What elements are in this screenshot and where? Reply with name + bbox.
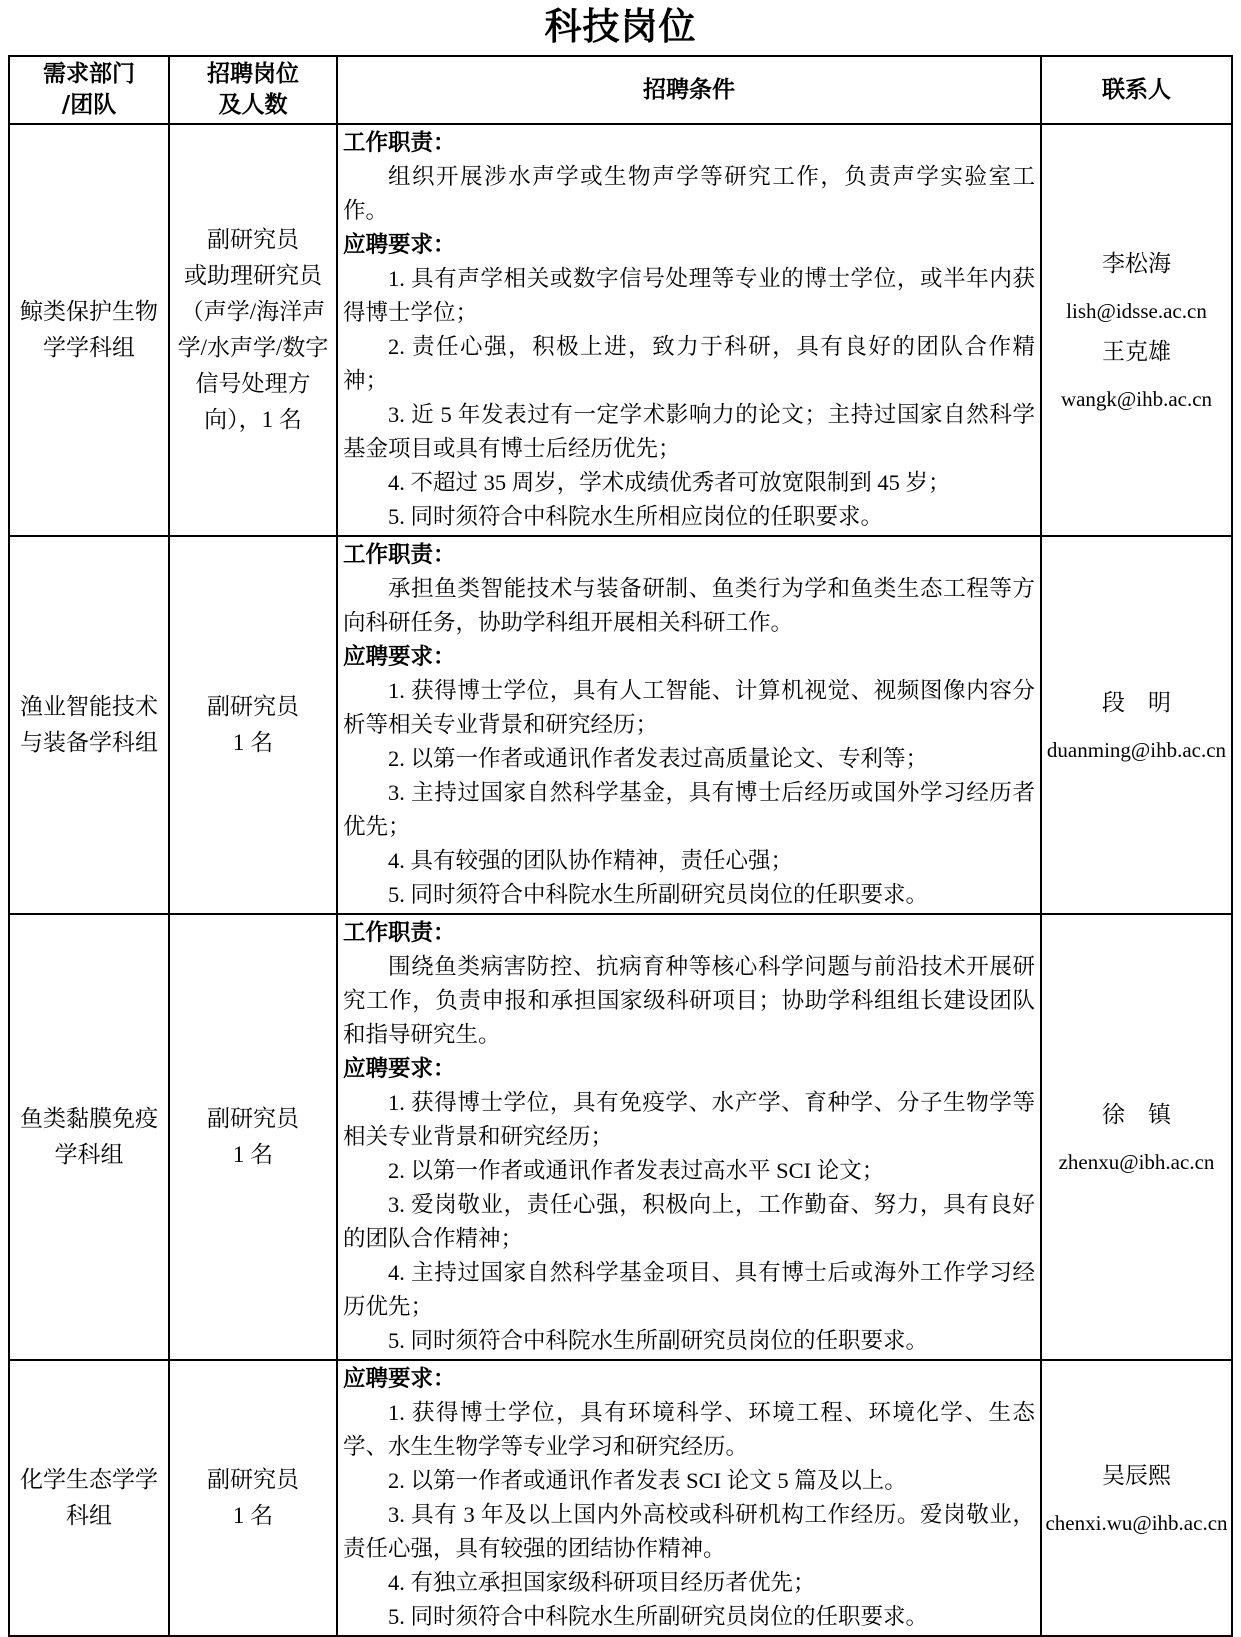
duties-label: 工作职责： — [343, 542, 456, 568]
requirement-item: 1. 获得博士学位，具有人工智能、计算机视觉、视频图像内容分析等相关专业背景和研究经历； — [343, 678, 1035, 737]
requirement-item: 2. 责任心强，积极上进，致力于科研，具有良好的团队合作精神； — [343, 334, 1035, 393]
position-cell — [169, 124, 337, 536]
requirement-item: 3. 爱岗敬业，责任心强，积极向上，工作勤奋、努力，具有良好的团队合作精神； — [343, 1192, 1035, 1251]
table-row — [9, 536, 1232, 914]
contact-cell — [1041, 124, 1232, 536]
contact-entry — [1044, 685, 1229, 765]
position-cell — [169, 536, 337, 914]
contact-entry — [1044, 246, 1229, 326]
requirements-label: 应聘要求： — [343, 232, 456, 258]
requirement-item: 5. 同时须符合中科院水生所相应岗位的任职要求。 — [388, 504, 884, 529]
table-row — [9, 1360, 1232, 1636]
jobs-table — [8, 55, 1233, 1637]
position-line: 副研究员 — [207, 1467, 299, 1492]
header-position-line1: 招聘岗位 — [207, 61, 299, 87]
header-department — [9, 56, 169, 124]
contact-cell — [1041, 536, 1232, 914]
requirement-item: 4. 有独立承担国家级科研项目经历者优先； — [388, 1570, 816, 1595]
contact-name: 徐 镇 — [1102, 1102, 1171, 1127]
position-cell — [169, 914, 337, 1360]
requirement-item: 2. 以第一作者或通讯作者发表过高质量论文、专利等； — [388, 746, 929, 771]
requirement-item: 5. 同时须符合中科院水生所副研究员岗位的任职要求。 — [388, 1328, 929, 1353]
position-line: 副研究员 — [207, 694, 299, 719]
requirements-label: 应聘要求： — [343, 1056, 456, 1082]
position-line: 1 名 — [232, 1142, 274, 1167]
page-title: 科技岗位 — [544, 5, 697, 48]
requirements-label: 应聘要求： — [343, 644, 456, 670]
requirement-item: 1. 具有声学相关或数字信号处理等专业的博士学位，或半年内获得博士学位； — [343, 266, 1035, 325]
requirement-item: 5. 同时须符合中科院水生所副研究员岗位的任职要求。 — [388, 1604, 929, 1629]
header-department-line1: 需求部门 — [43, 61, 135, 87]
requirement-item: 4. 具有较强的团队协作精神，责任心强； — [388, 848, 794, 873]
requirement-item: 5. 同时须符合中科院水生所副研究员岗位的任职要求。 — [388, 882, 929, 907]
header-conditions: 招聘条件 — [337, 56, 1041, 124]
contact-email: wangk@ihb.ac.cn — [1060, 387, 1213, 411]
department-cell: 化学生态学学科组 — [9, 1360, 169, 1636]
contact-cell — [1041, 914, 1232, 1360]
header-position — [169, 56, 337, 124]
contact-email: zhenxu@ibh.ac.cn — [1058, 1150, 1215, 1174]
header-position-line2: 及人数 — [218, 92, 288, 118]
table-row — [9, 124, 1232, 536]
contact-email: chenxi.wu@ihb.ac.cn — [1045, 1511, 1228, 1535]
document-page — [0, 4, 1241, 1629]
position-line: 副研究员 — [207, 1106, 299, 1131]
duties-label: 工作职责： — [343, 920, 456, 946]
contact-name: 王克雄 — [1102, 339, 1171, 364]
position-line: 或助理研究员（声学/海洋声学/水声学/数字信号处理方向），1 名 — [177, 263, 329, 432]
requirement-item: 1. 获得博士学位，具有免疫学、水产学、育种学、分子生物学等相关专业背景和研究经历； — [343, 1090, 1035, 1149]
position-cell — [169, 1360, 337, 1636]
requirement-item: 3. 近 5 年发表过有一定学术影响力的论文；主持过国家自然科学基金项目或具有博士后经历优先； — [343, 402, 1035, 461]
duties-label: 工作职责： — [343, 130, 456, 156]
department-cell: 鲸类保护生物学学科组 — [9, 124, 169, 536]
requirement-item: 2. 以第一作者或通讯作者发表 SCI 论文 5 篇及以上。 — [388, 1468, 907, 1493]
header-row — [9, 56, 1232, 124]
contact-name: 李松海 — [1102, 251, 1171, 276]
duties-text: 围绕鱼类病害防控、抗病育种等核心科学问题与前沿技术开展研究工作，负责申报和承担国家级科研项目；协助学科组组长建设团队和指导研究生。 — [343, 954, 1035, 1047]
header-department-line2: /团队 — [61, 92, 117, 118]
contact-email: lish@idsse.ac.cn — [1066, 299, 1207, 323]
position-line: 1 名 — [232, 1503, 274, 1528]
duties-text: 组织开展涉水声学或生物声学等研究工作，负责声学实验室工作。 — [343, 164, 1035, 223]
requirement-item: 3. 具有 3 年及以上国内外高校或科研机构工作经历。爱岗敬业，责任心强，具有较强的团结协作精神。 — [343, 1502, 1035, 1561]
contact-cell — [1041, 1360, 1232, 1636]
header-contact: 联系人 — [1041, 56, 1232, 124]
contact-entry — [1044, 1097, 1229, 1177]
contact-email: duanming@ihb.ac.cn — [1046, 738, 1227, 762]
requirement-item: 3. 主持过国家自然科学基金，具有博士后经历或国外学习经历者优先； — [343, 780, 1035, 839]
department-cell: 鱼类黏膜免疫学科组 — [9, 914, 169, 1360]
contact-entry — [1044, 1458, 1229, 1538]
contact-name: 吴辰熙 — [1102, 1463, 1171, 1488]
requirement-item: 1. 获得博士学位，具有环境科学、环境工程、环境化学、生态学、水生生物学等专业学习和研究经历。 — [343, 1400, 1035, 1459]
position-line: 副研究员 — [207, 227, 299, 252]
conditions-cell — [337, 1360, 1041, 1636]
position-line: 1 名 — [232, 730, 274, 755]
conditions-cell — [337, 914, 1041, 1360]
department-cell: 渔业智能技术与装备学科组 — [9, 536, 169, 914]
table-row — [9, 914, 1232, 1360]
requirements-label: 应聘要求： — [343, 1366, 456, 1392]
requirement-item: 2. 以第一作者或通讯作者发表过高水平 SCI 论文； — [388, 1158, 885, 1183]
duties-text: 承担鱼类智能技术与装备研制、鱼类行为学和鱼类生态工程等方向科研任务，协助学科组开展相关科研工作。 — [343, 576, 1035, 635]
requirement-item: 4. 主持过国家自然科学基金项目、具有博士后或海外工作学习经历优先； — [343, 1260, 1035, 1319]
requirement-item: 4. 不超过 35 周岁，学术成绩优秀者可放宽限制到 45 岁； — [388, 470, 951, 495]
contact-entry — [1044, 334, 1229, 414]
contact-name: 段 明 — [1102, 690, 1171, 715]
conditions-cell — [337, 124, 1041, 536]
conditions-cell — [337, 536, 1041, 914]
